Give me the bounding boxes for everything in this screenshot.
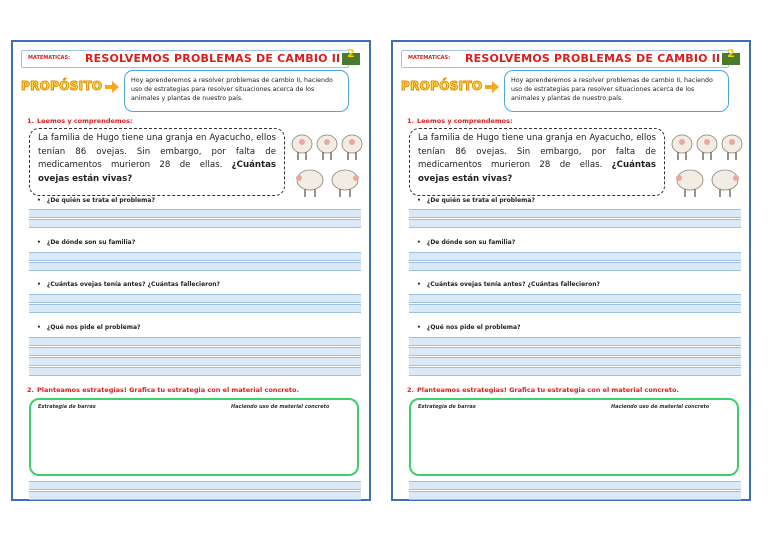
arrow-right-icon — [105, 81, 119, 93]
answer-lines-3[interactable] — [409, 294, 741, 314]
strategy-box[interactable] — [29, 398, 359, 476]
section-1-number: 1. — [27, 117, 34, 125]
worksheet-title: RESOLVEMOS PROBLEMAS DE CAMBIO II — [465, 52, 721, 65]
story-question: ¿Cuántas ovejas están vivas? — [418, 160, 657, 184]
title-bar — [21, 47, 355, 68]
worksheet-right — [391, 40, 751, 501]
story-text: La familia de Hugo tiene una granja en Ayacucho, ellos tenían 86 ovejas. Sin embargo, por falta de medicamentos murieron 28 de ellas. — [38, 133, 276, 170]
svg-text:2: 2 — [727, 47, 735, 60]
section-2-label: Planteamos estrategias! Grafica tu estrategia con el material concreto. — [417, 386, 679, 394]
section-2-title — [407, 386, 679, 394]
number-2-icon — [720, 45, 742, 67]
answer-lines-2[interactable] — [29, 252, 361, 272]
purpose-label: PROPÓSITO — [401, 79, 483, 93]
question-1: • ¿De quién se trata el problema? — [417, 197, 535, 204]
subject-label: MATEMATICAS: — [28, 55, 71, 61]
story-box — [409, 128, 665, 196]
subject-label: MATEMATICAS: — [408, 55, 451, 61]
question-4: • ¿Qué nos pide el problema? — [417, 324, 521, 331]
question-1: • ¿De quién se trata el problema? — [37, 197, 155, 204]
question-3: • ¿Cuántas ovejas tenía antes? ¿Cuántas fallecieron? — [417, 281, 600, 288]
section-2-number: 2. — [27, 386, 34, 394]
story-box — [29, 128, 285, 196]
purpose-label: PROPÓSITO — [21, 79, 103, 93]
sheep-icon — [290, 130, 364, 204]
section-1-title — [407, 117, 513, 125]
strategy-box[interactable] — [409, 398, 739, 476]
strategy-material-label: Haciendo uso de material concreto — [231, 404, 330, 410]
answer-lines-4[interactable] — [29, 337, 361, 377]
question-3: • ¿Cuántas ovejas tenía antes? ¿Cuántas fallecieron? — [37, 281, 220, 288]
strategy-bars-label: Estrategia de barras — [38, 404, 96, 410]
story-question: ¿Cuántas ovejas están vivas? — [38, 160, 277, 184]
answer-lines-4[interactable] — [409, 337, 741, 377]
story-text: La familia de Hugo tiene una granja en Ayacucho, ellos tenían 86 ovejas. Sin embargo, por falta de medicamentos murieron 28 de ellas. — [418, 133, 656, 170]
question-4: • ¿Qué nos pide el problema? — [37, 324, 141, 331]
number-2-icon — [340, 45, 362, 67]
question-2: • ¿De dónde son su familia? — [37, 239, 135, 246]
answer-lines-3[interactable] — [29, 294, 361, 314]
strategy-material-label: Haciendo uso de material concreto — [611, 404, 710, 410]
section-2-number: 2. — [407, 386, 414, 394]
section-2-label: Planteamos estrategias! Grafica tu estrategia con el material concreto. — [37, 386, 299, 394]
title-bar — [401, 47, 735, 68]
purpose-text: Hoy aprenderemos a resolver problemas de cambio II, haciendo uso de estrategias para resolver situaciones acerca de los animales y plantas de nuestro país. — [504, 70, 729, 112]
answer-lines-1[interactable] — [409, 209, 741, 229]
purpose-text: Hoy aprenderemos a resolver problemas de cambio II, haciendo uso de estrategias para resolver situaciones acerca de los animales y plantas de nuestro país. — [124, 70, 349, 112]
section-1-number: 1. — [407, 117, 414, 125]
arrow-right-icon — [485, 81, 499, 93]
section-1-label: Leemos y comprendemos: — [417, 117, 513, 125]
worksheet-left — [11, 40, 371, 501]
section-1-title — [27, 117, 133, 125]
answer-lines-1[interactable] — [29, 209, 361, 229]
svg-text:2: 2 — [347, 47, 355, 60]
section-2-title — [27, 386, 299, 394]
answer-lines-2[interactable] — [409, 252, 741, 272]
sheep-icon — [670, 130, 744, 204]
question-2: • ¿De dónde son su familia? — [417, 239, 515, 246]
strategy-bars-label: Estrategia de barras — [418, 404, 476, 410]
worksheet-title: RESOLVEMOS PROBLEMAS DE CAMBIO II — [85, 52, 341, 65]
bottom-lines[interactable] — [409, 481, 741, 501]
bottom-lines[interactable] — [29, 481, 361, 501]
section-1-label: Leemos y comprendemos: — [37, 117, 133, 125]
